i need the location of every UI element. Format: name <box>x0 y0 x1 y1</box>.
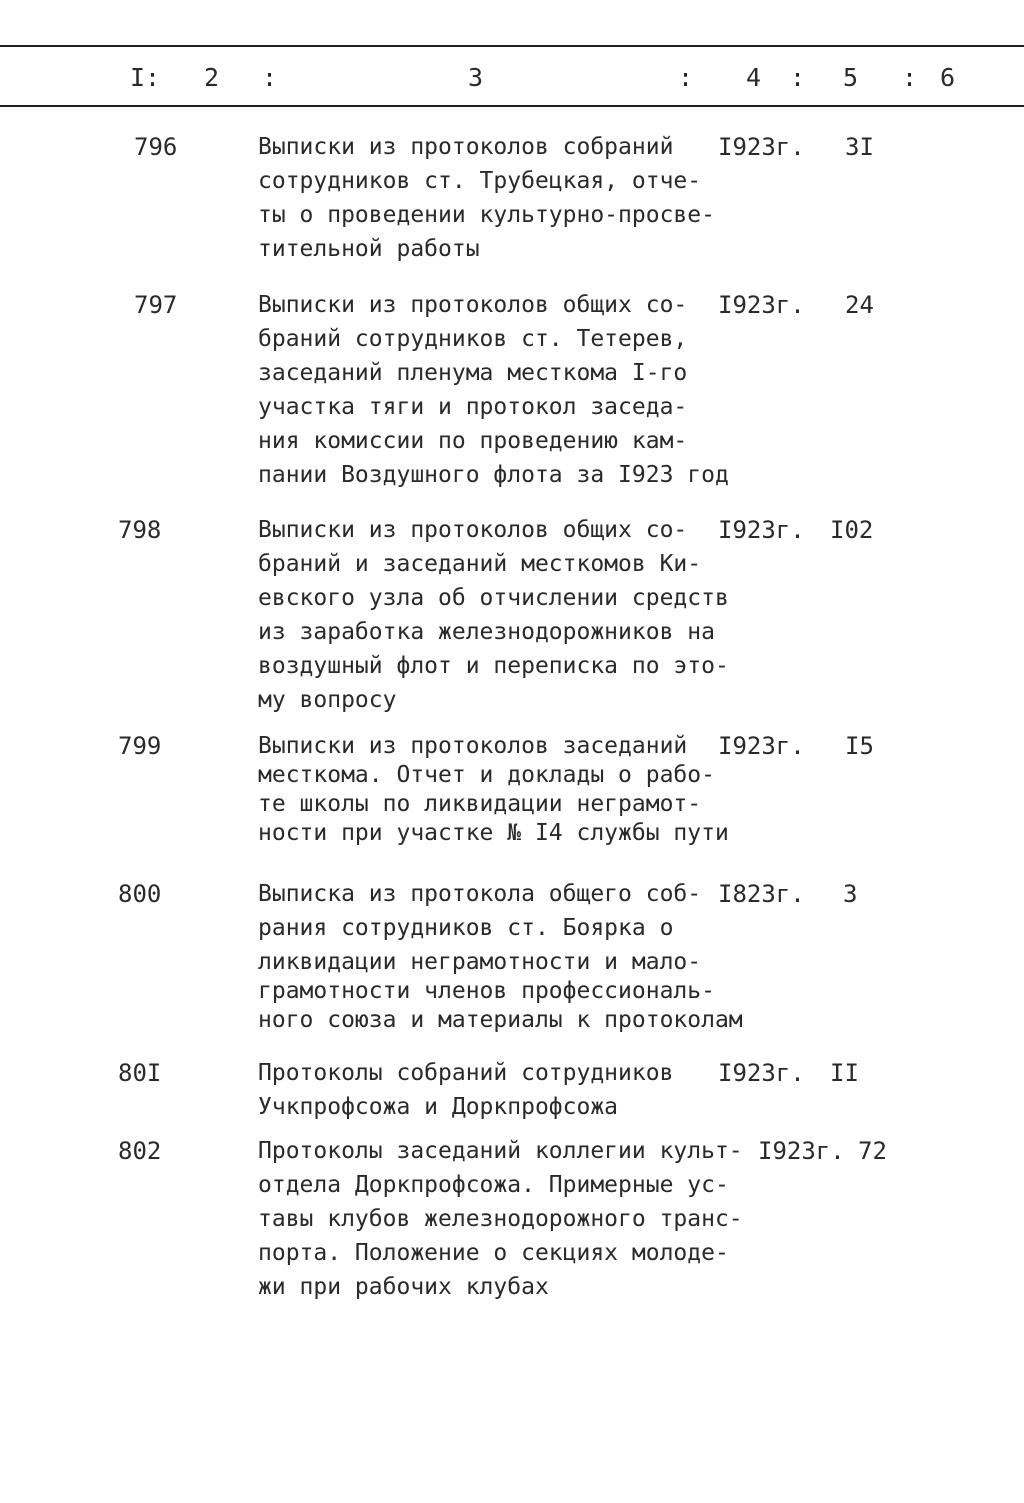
description-line: ликвидации неграмотности и мало- <box>258 949 702 975</box>
description-line: ния комиссии по проведению кам- <box>258 428 688 454</box>
description-line: Выписка из протокола общего соб- <box>258 881 702 907</box>
description-line: грамотности членов профессиональ- <box>258 978 715 1004</box>
column-header-6: 6 <box>940 63 956 92</box>
description-line: Выписки из протоколов общих со- <box>258 517 688 543</box>
column-header-3: 3 <box>468 63 484 92</box>
description-line: месткома. Отчет и доклады о рабо- <box>258 762 715 788</box>
description-line: отдела Доркпрофсожа. Примерные ус- <box>258 1172 729 1198</box>
description-line: Протоколы заседаний коллегии культ- <box>258 1138 743 1164</box>
description-line: Выписки из протоколов заседаний <box>258 733 688 759</box>
description-line: порта. Положение о секциях молоде- <box>258 1240 729 1266</box>
entry-sheet-count: II <box>830 1059 859 1087</box>
entry-year: I923г. <box>758 1137 845 1165</box>
description-line: заседаний пленума месткома I-го <box>258 360 688 386</box>
entry-number: 797 <box>134 291 178 319</box>
entry-description <box>258 729 729 850</box>
entry-number: 80I <box>118 1059 162 1087</box>
description-line: рания сотрудников ст. Боярка о <box>258 915 674 941</box>
entry-year: I923г. <box>718 291 805 319</box>
entry-year: I923г. <box>718 133 805 161</box>
entry-sheet-count: 3I <box>845 133 874 161</box>
entry-sheet-count: 24 <box>845 291 874 319</box>
top-rule <box>0 45 1024 47</box>
description-line: Выписки из протоколов собраний <box>258 134 674 160</box>
description-line: воздушный флот и переписка по это- <box>258 653 729 679</box>
entry-description <box>258 1056 673 1124</box>
description-line: ты о проведении культурно-просве- <box>258 202 715 228</box>
description-line: тавы клубов железнодорожного транс- <box>258 1206 743 1232</box>
description-line: му вопросу <box>258 687 397 713</box>
entry-year: I923г. <box>718 516 805 544</box>
column-header-4: 4 <box>746 63 762 92</box>
description-line: сотрудников ст. Трубецкая, отче- <box>258 168 702 194</box>
description-line: пании Воздушного флота за I923 год <box>258 462 729 488</box>
entry-year: I823г. <box>718 880 805 908</box>
column-header-1: I: <box>130 63 161 92</box>
column-header-5: 5 <box>843 63 859 92</box>
entry-sheet-count: I5 <box>845 732 874 760</box>
entry-description <box>258 288 729 492</box>
description-line: ности при участке № I4 службы пути <box>258 820 729 846</box>
description-line: ного союза и материалы к протоколам <box>258 1007 743 1033</box>
description-line: Учкпрофсожа и Доркпрофсожа <box>258 1094 619 1120</box>
description-line: браний сотрудников ст. Тетерев, <box>258 326 688 352</box>
entry-description <box>258 1134 743 1304</box>
entry-number: 800 <box>118 880 162 908</box>
entry-year: I923г. <box>718 1059 805 1087</box>
description-line: те школы по ликвидации неграмот- <box>258 791 702 817</box>
entry-year: I923г. <box>718 732 805 760</box>
entry-number: 802 <box>118 1137 162 1165</box>
description-line: участка тяги и протокол заседа- <box>258 394 688 420</box>
column-separator: : <box>902 63 918 92</box>
entry-sheet-count: I02 <box>830 516 874 544</box>
entry-number: 799 <box>118 732 162 760</box>
column-separator: : <box>790 63 806 92</box>
entry-number: 798 <box>118 516 162 544</box>
entry-number: 796 <box>134 133 178 161</box>
entry-sheet-count: 72 <box>858 1137 887 1165</box>
column-separator: : <box>262 63 278 92</box>
description-line: из заработка железнодорожников на <box>258 619 715 645</box>
description-line: Протоколы собраний сотрудников <box>258 1060 674 1086</box>
column-separator: : <box>678 63 694 92</box>
description-line: тительной работы <box>258 236 480 262</box>
entry-description <box>258 130 715 266</box>
description-line: жи при рабочих клубах <box>258 1274 549 1300</box>
header-bottom-rule <box>0 105 1024 107</box>
description-line: браний и заседаний месткомов Ки- <box>258 551 702 577</box>
entry-sheet-count: 3 <box>843 880 858 908</box>
description-line: Выписки из протоколов общих со- <box>258 292 688 318</box>
entry-description <box>258 877 743 1037</box>
entry-description <box>258 513 729 717</box>
column-header-2: 2 <box>204 63 220 92</box>
description-line: евского узла об отчислении средств <box>258 585 729 611</box>
